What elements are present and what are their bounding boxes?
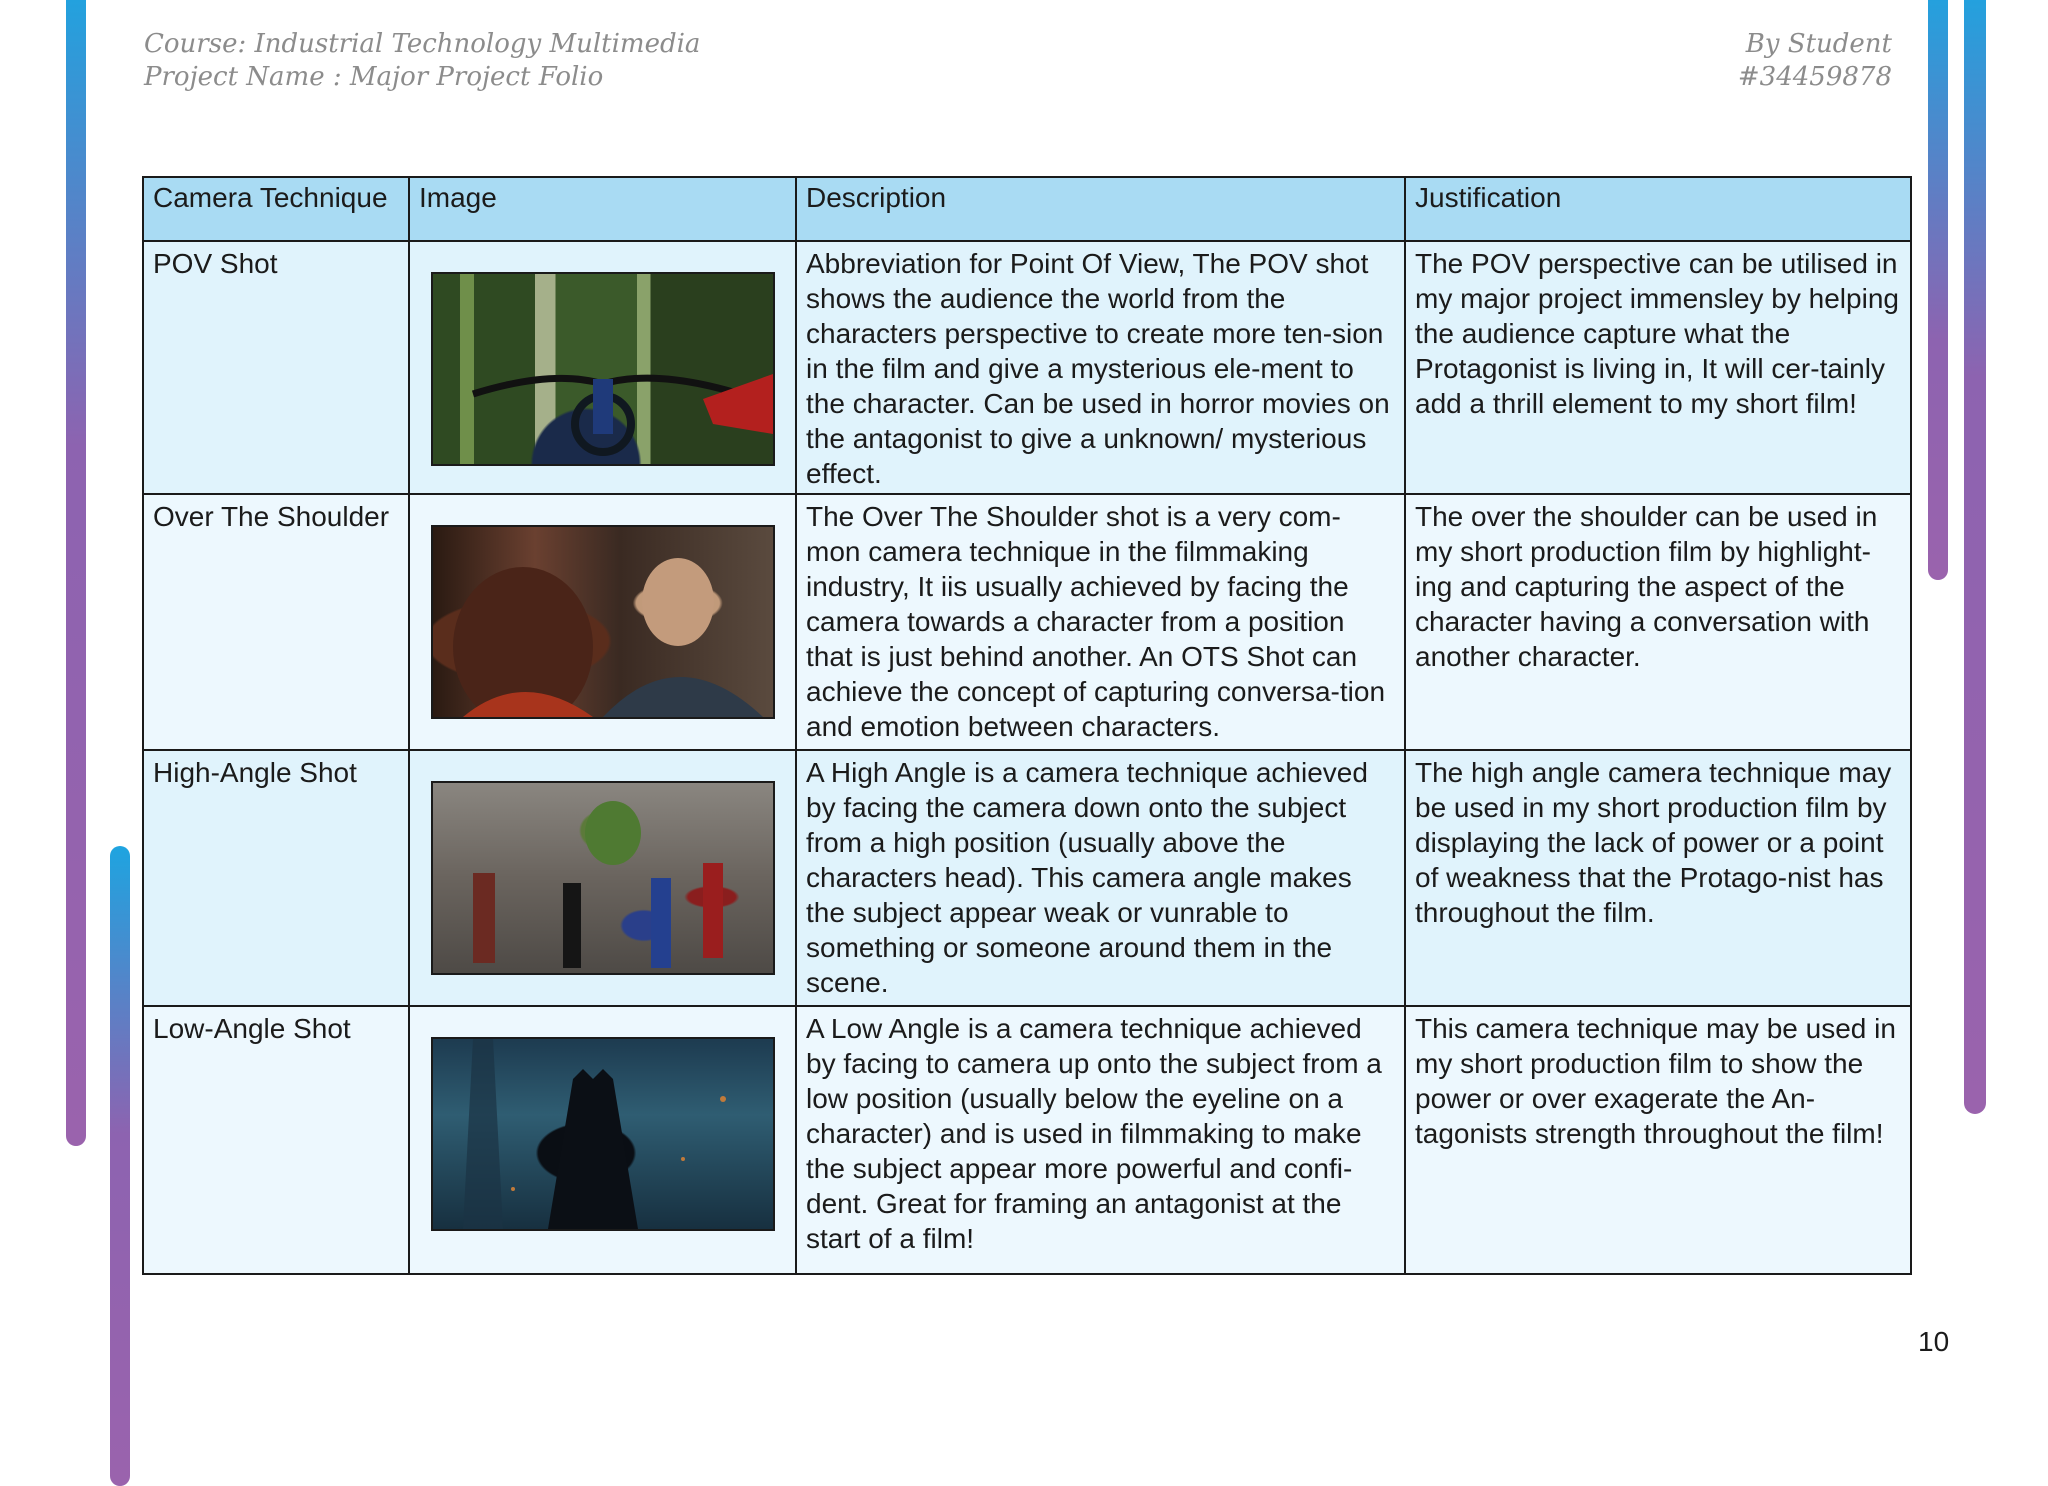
justification-cell: This camera technique may be used in my short production film to show the power or over exagerate the An-tagonists strength throughout the film! [1405, 1006, 1911, 1274]
technique-cell: POV Shot [143, 241, 409, 494]
table-row [143, 1006, 1911, 1274]
decorative-bar-right-inner [1928, 0, 1948, 580]
camera-techniques-table [142, 176, 1912, 1275]
cafe-conversation-photo [431, 525, 775, 719]
image-cell [409, 241, 796, 494]
header-course-info [144, 28, 700, 94]
project-name: Project Name : Major Project Folio [144, 62, 604, 92]
column-header-technique: Camera Technique [143, 177, 409, 241]
table-row [143, 241, 1911, 494]
table-row [143, 494, 1911, 750]
justification-cell: The high angle camera technique may be used in my short production film by displaying the lack of power or a point of weakness that the Protago-nist has throughout the film. [1405, 750, 1911, 1006]
column-header-image: Image [409, 177, 796, 241]
decorative-bar-left-lower [110, 846, 130, 1486]
image-cell [409, 750, 796, 1006]
header-author-info [1738, 28, 1892, 94]
table-header-row [143, 177, 1911, 241]
course-name: Course: Industrial Technology Multimedia [144, 29, 701, 59]
table-row [143, 750, 1911, 1006]
technique-cell: Low-Angle Shot [143, 1006, 409, 1274]
student-number: #34459878 [1737, 62, 1892, 92]
image-cell [409, 1006, 796, 1274]
column-header-justification: Justification [1405, 177, 1911, 241]
technique-cell: High-Angle Shot [143, 750, 409, 1006]
description-cell: A High Angle is a camera technique achieved by facing the camera down onto the subject from a high position (usually above the characters head). This camera angle makes the subject appear weak or vunrable to something or someone around them in the scene. [796, 750, 1405, 1006]
technique-cell: Over The Shoulder [143, 494, 409, 750]
description-cell: A Low Angle is a camera technique achieved by facing to camera up onto the subject from a low position (usually below the eyeline on a character) and is used in filmmaking to make the subject appear more powerful and confi-dent. Great for framing an antagonist at the start of a film! [796, 1006, 1405, 1274]
column-header-description: Description [796, 177, 1405, 241]
page-number: 10 [1918, 1326, 1950, 1357]
description-cell: Abbreviation for Point Of View, The POV shot shows the audience the world from the characters perspective to create more ten-sion in the film and give a mysterious ele-ment to the character. Can be used in horror movies on the antagonist to give a unknown/ mysterious effect. [796, 241, 1405, 494]
justification-cell: The POV perspective can be utilised in my major project immensley by helping the audience capture what the Protagonist is living in, It will cer-tainly add a thrill element to my short film! [1405, 241, 1911, 494]
caped-hero-photo [431, 1037, 775, 1231]
image-cell [409, 494, 796, 750]
decorative-bar-right-outer [1964, 0, 1986, 1114]
justification-cell: The over the shoulder can be used in my short production film by highlight-ing and capturing the aspect of the character having a conversation with another character. [1405, 494, 1911, 750]
description-cell: The Over The Shoulder shot is a very com-mon camera technique in the filmmaking industry, It iis usually achieved by facing the camera towards a character from a position that is just behind another. An OTS Shot can achieve the concept of capturing conversa-tion and emotion between characters. [796, 494, 1405, 750]
author-label: By Student [1745, 29, 1892, 59]
bike-forest-trail-photo [431, 272, 775, 466]
superhero-team-photo [431, 781, 775, 975]
decorative-bar-left [66, 0, 86, 1146]
